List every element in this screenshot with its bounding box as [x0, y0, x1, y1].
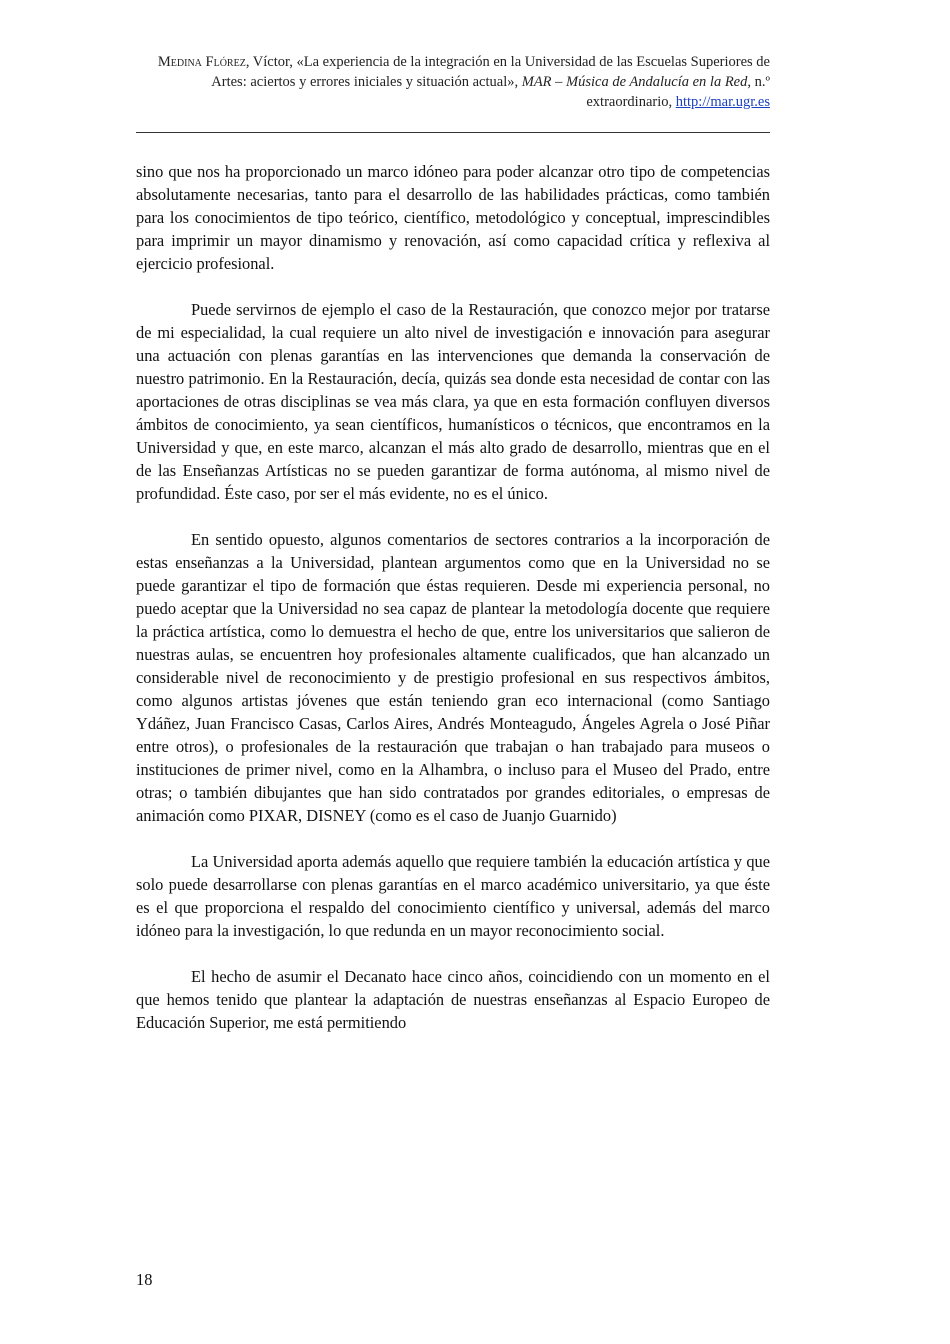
header-url-link[interactable]: http://mar.ugr.es [675, 94, 770, 110]
page-number: 18 [136, 1270, 153, 1289]
header-journal: MAR – Música de Andalucía en la Red [521, 74, 748, 90]
body-text [136, 160, 770, 1057]
paragraph-2: Puede servirnos de ejemplo el caso de la Restauración, que conozco mejor por tratarse de mi especialidad, la cual requiere un alto nivel de investigación e innovación para asegurar una actuación con plenas garantías en las intervenciones que demanda la conservación de nuestro patrimonio. En la Restauración, decía, quizás sea donde esta necesidad de contar con las aportaciones de otras disciplinas se vea más clara, ya que en esta formación confluyen diversos ámbitos de conocimiento, ya sean científicos, humanísticos o técnicos, que encontramos en la Universidad y que, en este marco, alcanzan el más alto grado de desarrollo, mientras que en el de las Enseñanzas Artísticas no se pueden garantizar de forma autónoma, al mismo nivel de profundidad. Éste caso, por ser el más evidente, no es el único. [136, 300, 770, 503]
running-header [140, 52, 770, 112]
header-divider [136, 132, 770, 133]
paragraph-3: En sentido opuesto, algunos comentarios de sectores contrarios a la incorporación de estas enseñanzas a la Universidad, plantean argumentos como que en la Universidad no se puede garantizar el tipo de formación que éstas requieren. Desde mi experiencia personal, no puedo aceptar que la Universidad no sea capaz de plantear la metodología docente que requiere la práctica artística, como lo demuestra el hecho de que, entre los universitarios que salieron de nuestras aulas, se encuentren hoy profesionales altamente cualificados, que han alcanzado un considerable nivel de reconocimiento y de prestigio profesional en sus respectivos ámbitos, como algunos artistas jóvenes que están teniendo gran eco internacional (como Santiago Ydáñez, Juan Francisco Casas, Carlos Aires, Andrés Monteagudo, Ángeles Agrela o José Piñar entre otros), o profesionales de la restauración que trabajan o han trabajado para museos o instituciones de primer nivel, como en la Alhambra, o incluso para el Museo del Prado, entre otras; o también dibujantes que han sido contratados por grandes editoriales, o empresas de animación como PIXAR, DISNEY (como es el caso de Juanjo Guarnido) [136, 530, 770, 825]
paragraph-1: sino que nos ha proporcionado un marco idóneo para poder alcanzar otro tipo de competencias absolutamente necesarias, tanto para el desarrollo de las habilidades prácticas, como también para los conocimientos de tipo teórico, científico, metodológico y conceptual, imprescindibles para imprimir un mayor dinamismo y renovación, así como capacidad crítica y reflexiva al ejercicio profesional. [136, 162, 770, 273]
header-citation-part2: , n.º extraordinario, [586, 74, 770, 110]
paragraph-5: El hecho de asumir el Decanato hace cinco años, coincidiendo con un momento en el que hemos tenido que plantear la adaptación de nuestras enseñanzas al Espacio Europeo de Educación Superior, me está permitiendo [136, 967, 770, 1032]
paragraph-4: La Universidad aporta además aquello que requiere también la educación artística y que solo puede desarrollarse con plenas garantías en el marco académico universitario, ya que éste es el que proporciona el respaldo del conocimiento científico y universal, además del marco idóneo para la investigación, lo que redunda en un mayor reconocimiento social. [136, 852, 770, 940]
header-citation-part1: , Víctor, «La experiencia de la integración en la Universidad de las Escuelas Superiores de Artes: aciertos y errores iniciales y situación actual», [211, 54, 770, 90]
header-author: Medina Flórez [157, 54, 246, 70]
